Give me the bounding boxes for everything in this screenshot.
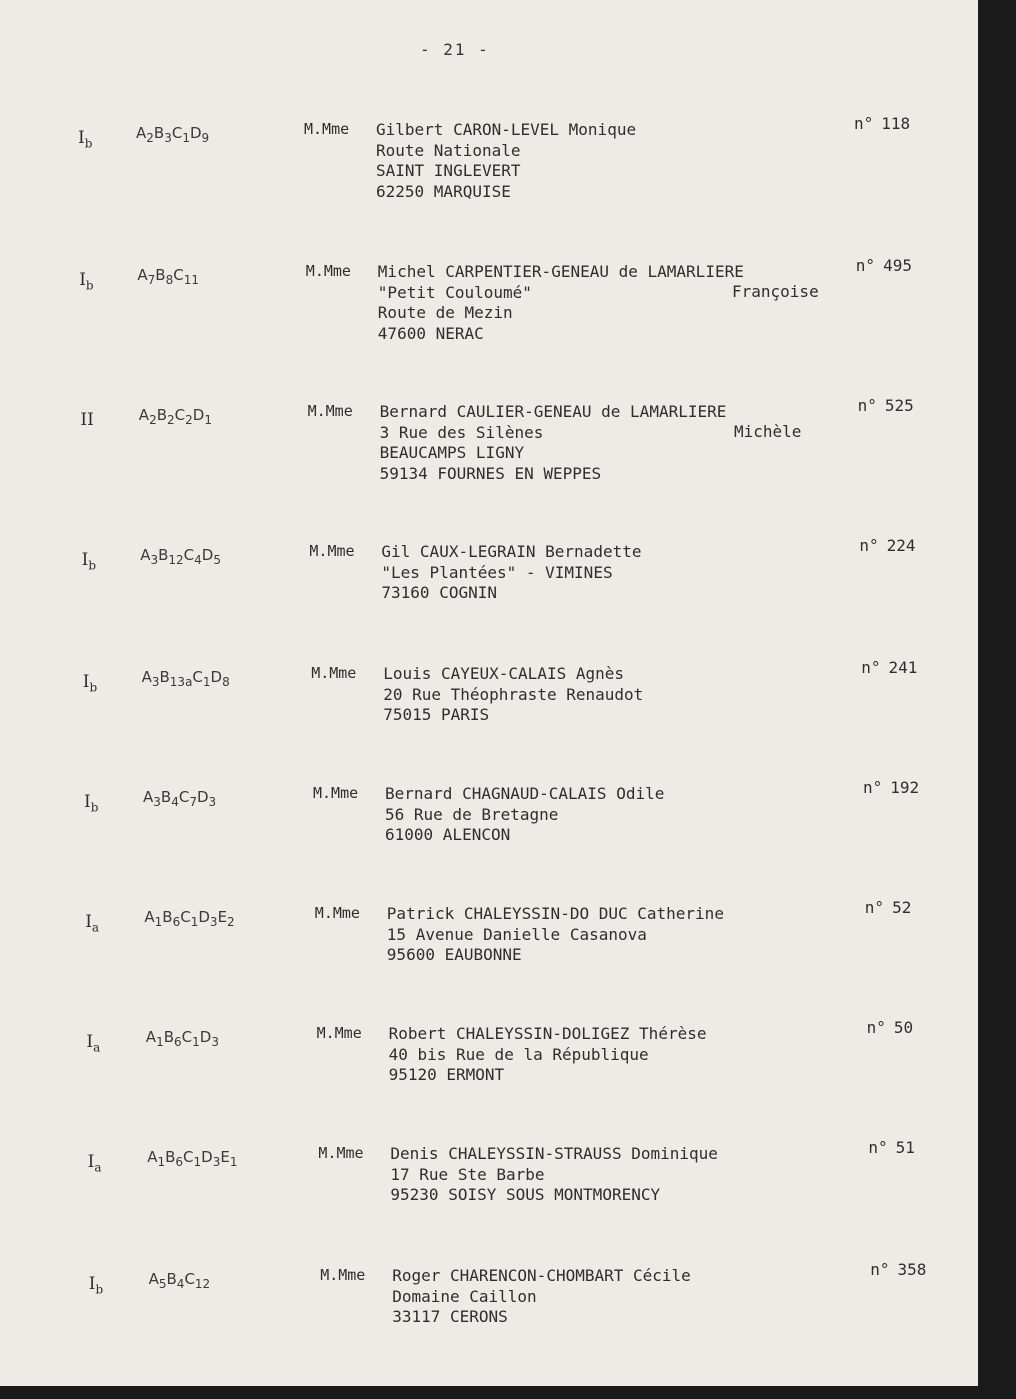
person-name: Gil CAUX-LEGRAIN Bernadette (381, 542, 642, 561)
entry-number (859, 1018, 914, 1037)
code-index: 1 (193, 1155, 202, 1169)
code-index: 13a (169, 675, 193, 689)
number-prefix: n° (868, 1138, 888, 1157)
code-letter: C (183, 546, 195, 564)
code-index: 8 (165, 273, 174, 287)
code-letter: C (180, 908, 191, 926)
code-index: 4 (176, 1277, 185, 1291)
code-index: 1 (202, 675, 211, 689)
civil-title: M.Mme (304, 120, 350, 138)
category-code (88, 1152, 102, 1174)
code-letter: E (220, 1148, 230, 1166)
person-name: Bernard CAULIER-GENEAU de LAMARLIERE (379, 402, 727, 421)
code-index: 3 (153, 795, 161, 809)
address-line: "Les Plantées" - VIMINES (381, 562, 613, 582)
code-letter: B (153, 124, 165, 142)
category-code (84, 792, 98, 814)
genealogy-code (137, 266, 199, 287)
category-sub: b (90, 800, 99, 815)
number-value: 192 (890, 778, 920, 797)
number-prefix: n° (870, 1260, 890, 1279)
address-line: 73160 COGNIN (381, 583, 497, 602)
entry-number (846, 114, 910, 133)
category-base: I (84, 792, 91, 812)
code-letter: C (184, 1270, 195, 1288)
code-index: 3 (209, 915, 218, 929)
category-code (82, 550, 96, 572)
number-value: 51 (895, 1138, 915, 1157)
address-line: 95120 ERMONT (388, 1065, 505, 1084)
number-prefix: n° (854, 114, 874, 133)
address-block (385, 784, 664, 846)
person-name: Robert CHALEYSSIN-DOLIGEZ Thérèse (388, 1024, 707, 1043)
address-line: 62250 MARQUISE (376, 181, 511, 201)
code-letter: B (166, 1270, 177, 1288)
code-index: 2 (227, 915, 235, 929)
entry-number (857, 898, 912, 917)
code-index: 3 (151, 675, 160, 689)
person-name: Bernard CHAGNAUD-CALAIS Odile (385, 784, 665, 803)
code-letter: A (138, 406, 150, 424)
category-sub: b (84, 136, 93, 151)
address-line: Route Nationale (376, 140, 521, 160)
number-value: 224 (886, 536, 916, 555)
address-line: 95230 SOISY SOUS MONTMORENCY (390, 1185, 661, 1204)
category-base: I (81, 550, 89, 570)
number-value: 358 (897, 1260, 927, 1279)
code-index: 3 (208, 795, 217, 809)
address-line: 59134 FOURNES EN WEPPES (379, 463, 602, 483)
civil-title: M.Mme (314, 904, 360, 922)
category-sub: a (91, 920, 100, 935)
number-prefix: n° (866, 1018, 886, 1037)
code-index: 7 (147, 273, 156, 287)
code-index: 2 (149, 413, 157, 427)
code-index: 1 (156, 1035, 164, 1049)
civil-title: M.Mme (320, 1266, 366, 1284)
code-letter: C (178, 788, 190, 806)
address-line: BEAUCAMPS LIGNY (379, 443, 525, 462)
code-index: 1 (204, 413, 212, 427)
code-letter: C (173, 266, 184, 284)
category-sub: b (95, 1282, 104, 1297)
code-letter: B (160, 788, 172, 806)
code-index: 12 (194, 1277, 211, 1291)
category-code (86, 1032, 100, 1054)
category-sub: a (94, 1160, 102, 1175)
number-prefix: n° (863, 778, 883, 797)
code-letter: D (189, 124, 202, 142)
civil-title: M.Mme (307, 402, 353, 420)
code-letter: B (158, 546, 169, 564)
category-base: I (88, 1274, 96, 1294)
category-base: I (85, 912, 92, 932)
address-line: Route de Mezin (377, 303, 513, 322)
code-letter: D (198, 908, 210, 926)
code-index: 3 (164, 131, 172, 145)
address-line: Domaine Caillon (392, 1286, 537, 1306)
category-base: II (80, 410, 94, 430)
code-letter: C (192, 668, 203, 686)
entry-number (855, 778, 919, 797)
category-sub: b (88, 558, 96, 573)
number-prefix: n° (859, 536, 879, 555)
code-index: 6 (174, 1035, 182, 1049)
code-index: 8 (222, 675, 230, 689)
code-letter: E (217, 908, 228, 926)
code-letter: A (147, 1148, 158, 1166)
code-index: 7 (189, 795, 197, 809)
code-index: 2 (146, 131, 154, 145)
genealogy-code (149, 1270, 211, 1291)
code-letter: C (181, 1028, 193, 1046)
address-line: 3 Rue des Silènes (379, 422, 544, 442)
address-line: SAINT INGLEVERT (376, 161, 521, 180)
address-line: 40 bis Rue de la République (388, 1044, 649, 1064)
address-line: 75015 PARIS (383, 705, 490, 724)
number-prefix: n° (864, 898, 885, 917)
address-block (392, 1266, 691, 1328)
number-value: 525 (884, 396, 914, 415)
genealogy-code (142, 668, 230, 689)
code-index: 4 (171, 795, 179, 809)
code-letter: A (143, 788, 154, 806)
address-block (380, 402, 727, 484)
civil-title: M.Mme (311, 664, 357, 682)
genealogy-code (144, 908, 234, 929)
address-line: 56 Rue de Bretagne (385, 804, 559, 824)
code-letter: B (165, 1148, 176, 1166)
person-name: Michel CARPENTIER-GENEAU de LAMARLIERE (377, 262, 744, 281)
code-letter: D (199, 1028, 212, 1046)
civil-title: M.Mme (316, 1024, 362, 1042)
code-letter: A (145, 1028, 157, 1046)
category-code (85, 912, 99, 934)
code-index: 1 (192, 1035, 200, 1049)
code-letter: B (159, 668, 170, 686)
code-letter: D (201, 546, 214, 564)
code-index: 1 (190, 915, 199, 929)
number-value: 241 (888, 658, 918, 677)
code-index: 12 (168, 553, 184, 567)
code-index: 6 (172, 915, 181, 929)
number-value: 50 (893, 1018, 914, 1037)
person-name: Louis CAYEUX-CALAIS Agnès (383, 664, 625, 683)
category-base: I (82, 672, 90, 692)
code-index: 3 (211, 1035, 219, 1049)
code-letter: A (141, 668, 152, 686)
address-line: "Petit Couloumé" (377, 282, 532, 302)
page-number: - 21 - (420, 40, 490, 59)
code-letter: D (192, 406, 205, 424)
number-value: 52 (892, 898, 912, 917)
code-letter: D (201, 1148, 213, 1166)
number-prefix: n° (855, 256, 876, 275)
code-letter: C (183, 1148, 194, 1166)
entry-number (850, 396, 914, 415)
entry-number (851, 536, 915, 555)
code-letter: D (210, 668, 223, 686)
category-sub: b (89, 680, 98, 695)
address-line: 61000 ALENCON (385, 825, 511, 844)
address-line: 20 Rue Théophraste Renaudot (383, 684, 644, 704)
category-base: I (86, 1032, 94, 1052)
number-prefix: n° (861, 658, 881, 677)
code-index: 4 (194, 553, 202, 567)
code-index: 5 (158, 1277, 167, 1291)
category-code (79, 270, 93, 292)
person-name: Roger CHARENCON-CHOMBART Cécile (392, 1266, 691, 1285)
code-letter: A (137, 266, 148, 284)
civil-title: M.Mme (313, 784, 359, 802)
category-base: I (87, 1152, 95, 1172)
code-index: 1 (157, 1155, 166, 1169)
address-block (387, 904, 724, 966)
address-block (376, 120, 636, 202)
genealogy-code (139, 406, 212, 427)
category-sub: a (93, 1040, 101, 1055)
code-index: 1 (182, 131, 190, 145)
code-letter: D (196, 788, 209, 806)
civil-title: M.Mme (309, 542, 355, 560)
address-line: 17 Rue Ste Barbe (390, 1164, 545, 1184)
code-index: 3 (212, 1155, 221, 1169)
code-letter: B (163, 1028, 174, 1046)
address-block (383, 664, 643, 726)
code-index: 2 (185, 413, 193, 427)
code-letter: A (144, 908, 155, 926)
number-prefix: n° (857, 396, 877, 415)
code-letter: B (156, 406, 167, 424)
address-block (390, 1144, 718, 1206)
category-code (83, 672, 97, 694)
code-index: 6 (175, 1155, 184, 1169)
civil-title: M.Mme (318, 1144, 364, 1162)
address-block (381, 542, 641, 604)
code-letter: B (155, 266, 166, 284)
category-code (89, 1274, 103, 1296)
entry-number (848, 256, 912, 275)
code-index: 3 (150, 553, 159, 567)
category-code (80, 410, 93, 432)
category-base: I (78, 128, 85, 148)
number-value: 118 (881, 114, 911, 133)
code-letter: A (140, 546, 151, 564)
spouse-first-name: Françoise (732, 282, 819, 301)
code-letter: A (136, 124, 147, 142)
code-index: 1 (229, 1155, 238, 1169)
person-name: Gilbert CARON-LEVEL Monique (376, 120, 637, 139)
code-index: 5 (213, 553, 221, 567)
code-index: 1 (154, 915, 163, 929)
genealogy-code (140, 546, 221, 567)
person-name: Denis CHALEYSSIN-STRAUSS Dominique (390, 1144, 718, 1163)
number-value: 495 (883, 256, 912, 275)
code-letter: B (162, 908, 173, 926)
address-line: 95600 EAUBONNE (386, 945, 522, 964)
code-index: 9 (201, 131, 210, 145)
entry-number (862, 1260, 926, 1279)
genealogy-code (143, 788, 216, 809)
entry-number (853, 658, 917, 677)
category-base: I (79, 270, 86, 290)
code-letter: C (171, 124, 183, 142)
genealogy-code (147, 1148, 237, 1169)
address-block (389, 1024, 707, 1086)
civil-title: M.Mme (305, 262, 351, 280)
code-index: 11 (183, 273, 199, 287)
code-index: 2 (167, 413, 175, 427)
genealogy-code (146, 1028, 219, 1049)
address-line: 15 Avenue Danielle Casanova (386, 924, 647, 944)
entry-number (860, 1138, 915, 1157)
spouse-first-name: Michèle (734, 422, 802, 441)
category-sub: b (85, 278, 94, 293)
category-code (78, 128, 92, 150)
code-letter: C (174, 406, 186, 424)
address-line: 47600 NERAC (377, 323, 484, 343)
code-letter: A (148, 1270, 159, 1288)
genealogy-code (136, 124, 209, 145)
address-block (378, 262, 744, 344)
address-line: 33117 CERONS (392, 1307, 508, 1326)
person-name: Patrick CHALEYSSIN-DO DUC Catherine (386, 904, 724, 923)
